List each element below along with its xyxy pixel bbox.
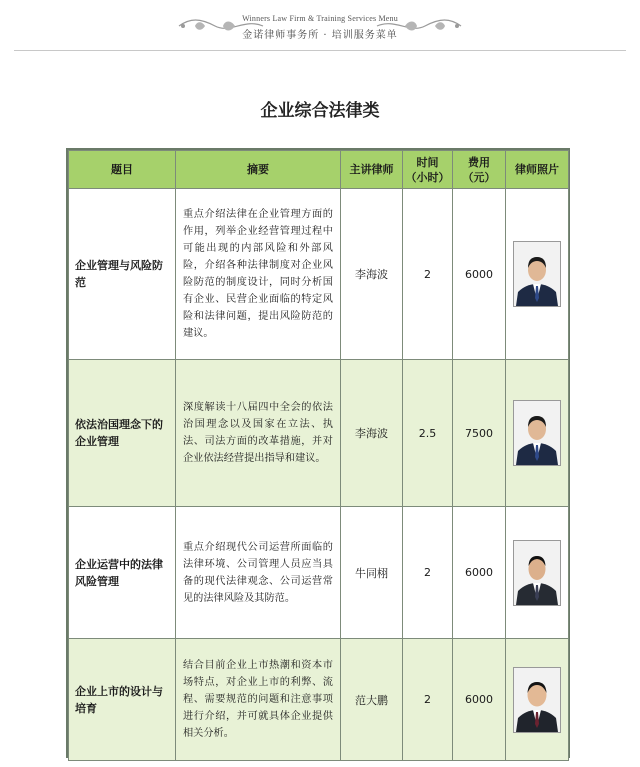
cell-topic: 依法治国理念下的企业管理 xyxy=(69,360,176,507)
lawyer-portrait-image xyxy=(513,667,561,733)
table-row xyxy=(69,189,569,360)
cell-lawyer: 李海波 xyxy=(341,189,403,360)
cell-summary: 结合目前企业上市热潮和资本市场特点，对企业上市的利弊、流程、需要规范的问题和注意事项进行介绍，并可就具体企业提供相关分析。 xyxy=(176,639,341,761)
table-row xyxy=(69,360,569,507)
cell-fee: 6000 xyxy=(453,639,506,761)
header-title-zh: 金诺律师事务所 · 培训服务菜单 xyxy=(242,30,398,41)
cell-fee: 6000 xyxy=(453,189,506,360)
table-header-row xyxy=(69,151,569,189)
cell-summary: 重点介绍法律在企业管理方面的作用，列举企业经营管理过程中可能出现的内部风险和外部风险，介绍各种法律制度对企业风险防范的制度设计，同时分析国有企业、民营企业面临的特定风险和法律问题，提出风险防范的建议。 xyxy=(176,189,341,360)
column-header-fee-line1: 费用 xyxy=(468,155,490,169)
cell-hours: 2 xyxy=(403,507,453,639)
cell-topic: 企业管理与风险防范 xyxy=(69,189,176,360)
page-header xyxy=(0,0,640,54)
column-header-summary: 摘要 xyxy=(176,151,341,189)
cell-lawyer: 牛同栩 xyxy=(341,507,403,639)
cell-hours: 2 xyxy=(403,639,453,761)
cell-hours: 2 xyxy=(403,189,453,360)
column-header-hours-line1: 时间 xyxy=(416,155,439,169)
cell-fee: 7500 xyxy=(453,360,506,507)
table-row xyxy=(69,507,569,639)
lawyer-portrait-image xyxy=(513,540,561,606)
cell-photo xyxy=(506,507,569,639)
cell-topic: 企业运营中的法律风险管理 xyxy=(69,507,176,639)
ornament-right-icon xyxy=(375,14,465,38)
lawyer-portrait-image xyxy=(513,241,561,307)
cell-hours: 2.5 xyxy=(403,360,453,507)
cell-photo xyxy=(506,189,569,360)
header-divider xyxy=(14,50,626,51)
course-table xyxy=(66,148,570,758)
cell-fee: 6000 xyxy=(453,507,506,639)
header-title-en: Winners Law Firm & Training Services Menu xyxy=(242,14,398,23)
column-header-hours-line2: （小时） xyxy=(405,170,450,184)
column-header-fee xyxy=(453,151,506,189)
column-header-lawyer: 主讲律师 xyxy=(341,151,403,189)
cell-photo xyxy=(506,639,569,761)
column-header-photo: 律师照片 xyxy=(506,151,569,189)
cell-lawyer: 范大鹏 xyxy=(341,639,403,761)
table-row xyxy=(69,639,569,761)
cell-photo xyxy=(506,360,569,507)
column-header-fee-line2: （元） xyxy=(462,170,496,184)
page-title: 企业综合法律类 xyxy=(260,101,380,121)
column-header-topic: 题目 xyxy=(69,151,176,189)
column-header-hours xyxy=(403,151,453,189)
cell-summary: 重点介绍现代公司运营所面临的法律环境、公司管理人员应当具备的现代法律观念、公司运营常见的法律风险及其防范。 xyxy=(176,507,341,639)
lawyer-portrait-image xyxy=(513,400,561,466)
cell-topic: 企业上市的设计与培育 xyxy=(69,639,176,761)
cell-summary: 深度解读十八届四中全会的依法治国理念以及国家在立法、执法、司法方面的改革措施，并对企业依法经营提出指导和建议。 xyxy=(176,360,341,507)
cell-lawyer: 李海波 xyxy=(341,360,403,507)
